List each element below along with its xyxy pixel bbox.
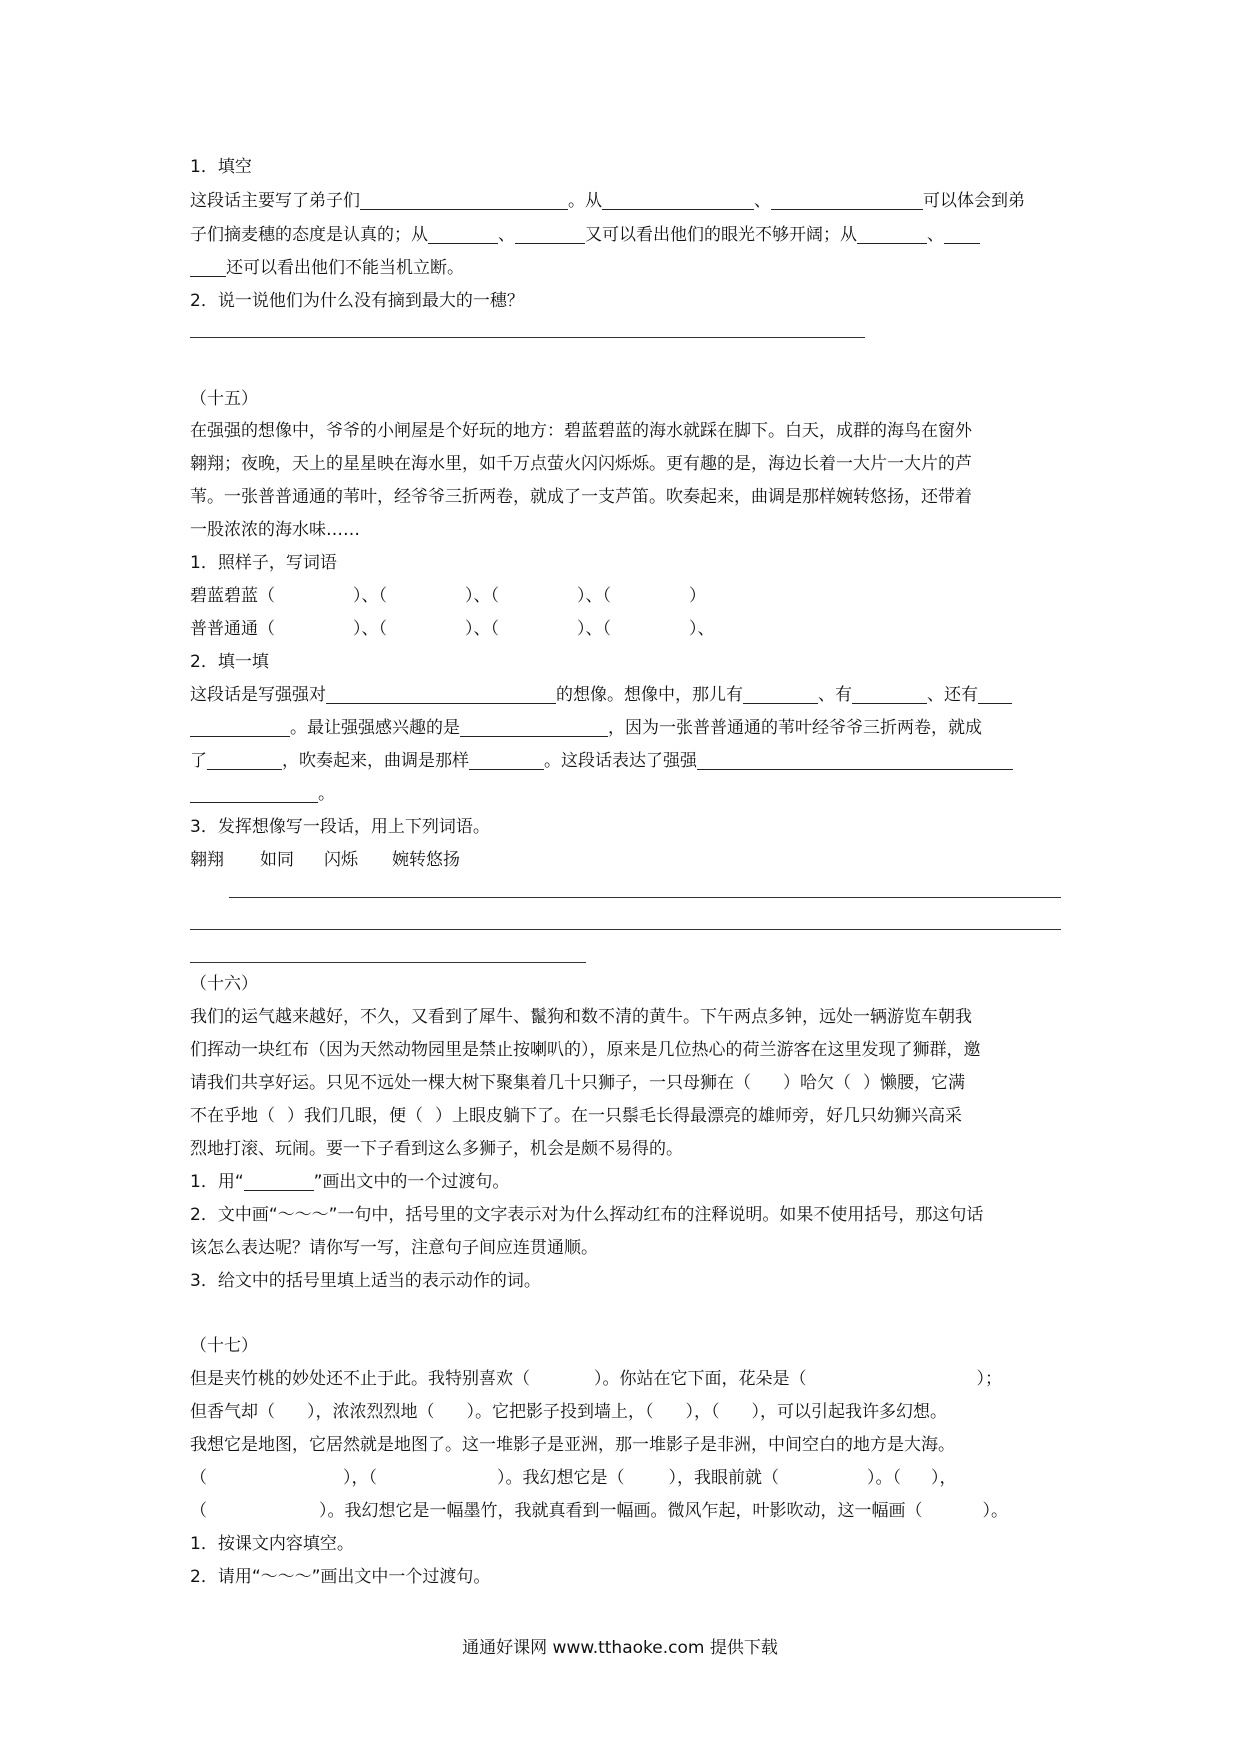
text: 、有 (818, 685, 852, 705)
passage-line (190, 1068, 1060, 1098)
text: 碧蓝碧蓝（ (190, 586, 275, 606)
section-heading: （十五） (190, 389, 258, 409)
text: 1．用“ (190, 1172, 244, 1192)
blank[interactable] (602, 189, 754, 210)
text: ）、（ (465, 586, 499, 606)
text: ）、（ (577, 619, 611, 639)
text: 。最让强强感兴趣的是 (290, 718, 460, 738)
word: 翱翔 (190, 850, 224, 870)
text: 、 (498, 225, 515, 245)
text: ） (689, 586, 706, 606)
blank[interactable] (743, 683, 818, 704)
fill-line-2 (190, 220, 1060, 250)
text: ）、 (689, 619, 715, 639)
fill-line-4 (190, 779, 1060, 809)
text: ）、（ (353, 586, 387, 606)
text: 但是夹竹桃的妙处还不止于此。我特别喜欢（ (190, 1369, 530, 1389)
text: 。这段话表达了强强 (544, 751, 697, 771)
answer-line[interactable] (190, 337, 865, 338)
passage-line: 烈地打滚、玩闹。要一下子看到这么多狮子，机会是颇不易得的。 (190, 1139, 683, 1159)
word: 婉转悠扬 (392, 850, 460, 870)
section-heading: （十七） (190, 1336, 258, 1356)
blank[interactable] (469, 749, 544, 770)
text: 这段话主要写了弟子们 (190, 191, 360, 211)
fill-line-1 (190, 186, 1060, 216)
text: ）。它把影子投到墙上，（ (466, 1402, 654, 1422)
text: ），（ (685, 1402, 720, 1422)
page-footer: 通通好课网 www.tthaoke.com 提供下载 (462, 1638, 778, 1658)
text: ）、（ (353, 619, 387, 639)
text: ）。我幻想它是一幅墨竹，我就真看到一幅画。微风乍起，叶影吹动，这一幅画（ (319, 1501, 923, 1521)
blank[interactable] (190, 782, 318, 803)
fill-line-3 (190, 253, 1060, 283)
blank[interactable] (697, 749, 1013, 770)
blank[interactable] (978, 683, 1012, 704)
blank[interactable] (852, 683, 927, 704)
text: ）上眼皮躺下了。在一只鬃毛长得最漂亮的雄师旁，好几只幼狮兴高采 (435, 1106, 962, 1126)
blank[interactable] (428, 223, 498, 244)
text: 请我们共享好运。只见不远处一棵大树下聚集着几十只狮子，一只母狮在（ (190, 1073, 751, 1093)
blank[interactable] (326, 683, 556, 704)
blank[interactable] (944, 223, 980, 244)
question-2: 2．请用“～～～”画出文中一个过渡句。 (190, 1567, 491, 1587)
answer-line[interactable] (190, 929, 1061, 930)
question-2: 2．填一填 (190, 652, 269, 672)
text: 。从 (568, 191, 602, 211)
text: ）， (931, 1468, 957, 1488)
text: 这段话是写强强对 (190, 685, 326, 705)
text: ”画出文中的一个过渡句。 (313, 1172, 510, 1192)
passage-line: 们挥动一块红布（因为天然动物园里是禁止按喇叭的），原来是几位热心的荷兰游客在这里发现了狮群，邀 (190, 1040, 981, 1060)
text: 子们摘麦穗的态度是认真的；从 (190, 225, 428, 245)
blank[interactable] (207, 749, 282, 770)
text: 又可以看出他们的眼光不够开阔；从 (585, 225, 857, 245)
word-list (190, 845, 1060, 875)
underline-sample (244, 1170, 314, 1191)
blank[interactable] (190, 716, 290, 737)
passage-line: 我想它是地图，它居然就是地图了。这一堆影子是亚洲，那一堆影子是非洲，中间空白的地方是大海。 (190, 1435, 955, 1455)
text: 、还有 (927, 685, 978, 705)
question-text: 2．说一说他们为什么没有摘到最大的一穗？ (190, 291, 524, 311)
answer-line[interactable] (229, 897, 1061, 898)
text: 可以体会到弟 (923, 191, 1025, 211)
text: ），（ (343, 1468, 377, 1488)
text: 但香气却（ (190, 1402, 275, 1422)
text: ）哈欠（ (783, 1073, 851, 1093)
passage-line (190, 1496, 1060, 1526)
question-2-cont: 该怎么表达呢？请你写一写，注意句子间应连贯通顺。 (190, 1238, 598, 1258)
passage-line (190, 1101, 1060, 1131)
blank[interactable] (771, 189, 923, 210)
question-2: 2．文中画“～～～”一句中，括号里的文字表示对为什么挥动红布的注释说明。如果不使用括号，那这句话 (190, 1205, 984, 1225)
question-text: 1．填空 (190, 157, 252, 177)
text: ），我眼前就（ (668, 1468, 779, 1488)
text: ）。 (982, 1501, 1008, 1521)
text: 还可以看出他们不能当机立断。 (226, 258, 464, 278)
section-heading: （十六） (190, 974, 258, 994)
text: ）。我幻想它是（ (497, 1468, 625, 1488)
word-row-2 (190, 614, 1060, 644)
question-2 (190, 286, 1060, 316)
passage-line (190, 1364, 1060, 1394)
passage-line (190, 1397, 1060, 1427)
fill-line-3 (190, 746, 1060, 776)
text: 的想像。想像中，那儿有 (556, 685, 743, 705)
text: ，因为一张普普通通的苇叶经爷爷三折两卷，就成 (608, 718, 982, 738)
word-row-1 (190, 581, 1060, 611)
blank[interactable] (460, 716, 608, 737)
text: 、 (927, 225, 944, 245)
question-1: 1．照样子，写词语 (190, 553, 337, 573)
text: 、 (754, 191, 771, 211)
text: ）、（ (577, 586, 611, 606)
word: 如同 (260, 850, 294, 870)
text: ）； (976, 1369, 1002, 1389)
text: 普普通通（ (190, 619, 275, 639)
text: ，吹奏起来，曲调是那样 (282, 751, 469, 771)
passage-line (190, 1463, 1060, 1493)
fill-line-1 (190, 680, 1060, 710)
word: 闪烁 (324, 850, 358, 870)
fill-line-2 (190, 713, 1060, 743)
passage-line: 苇。一张普普通通的苇叶，经爷爷三折两卷，就成了一支芦笛。吹奏起来，曲调是那样婉转悠扬，还带着 (190, 487, 972, 507)
text: ）我们几眼，便（ (287, 1106, 423, 1126)
blank[interactable] (515, 223, 585, 244)
passage-line: 在强强的想像中，爷爷的小闸屋是个好玩的地方：碧蓝碧蓝的海水就踩在脚下。白天，成群的海鸟在窗外 (190, 421, 972, 441)
question-1 (190, 1167, 1060, 1197)
question-3: 3．给文中的括号里填上适当的表示动作的词。 (190, 1271, 541, 1291)
passage-line: 我们的运气越来越好，不久，又看到了犀牛、鬣狗和数不清的黄牛。下午两点多钟，远处一辆游览车朝我 (190, 1007, 972, 1027)
text: 不在乎地（ (190, 1106, 275, 1126)
text: ）。（ (867, 1468, 901, 1488)
text: （ (190, 1468, 207, 1488)
text: （ (190, 1501, 207, 1521)
blank[interactable] (190, 256, 226, 277)
text: ），可以引起我许多幻想。 (751, 1402, 947, 1422)
blank[interactable] (360, 189, 568, 210)
text: 。 (318, 784, 335, 804)
text: ）懒腰，它满 (863, 1073, 965, 1093)
text: 了 (190, 751, 207, 771)
passage-line: 一股浓浓的海水味…… (190, 520, 360, 540)
question-3: 3．发挥想像写一段话，用上下列词语。 (190, 817, 490, 837)
text: ），浓浓烈烈地（ (307, 1402, 435, 1422)
question-1: 1．按课文内容填空。 (190, 1534, 354, 1554)
text: ）、（ (465, 619, 499, 639)
blank[interactable] (857, 223, 927, 244)
passage-line: 翱翔；夜晚，天上的星星映在海水里，如千万点萤火闪闪烁烁。更有趣的是，海边长着一大片一大片的芦 (190, 454, 972, 474)
question-1 (190, 152, 1060, 182)
text: ）。你站在它下面，花朵是（ (594, 1369, 807, 1389)
answer-line[interactable] (190, 962, 586, 963)
